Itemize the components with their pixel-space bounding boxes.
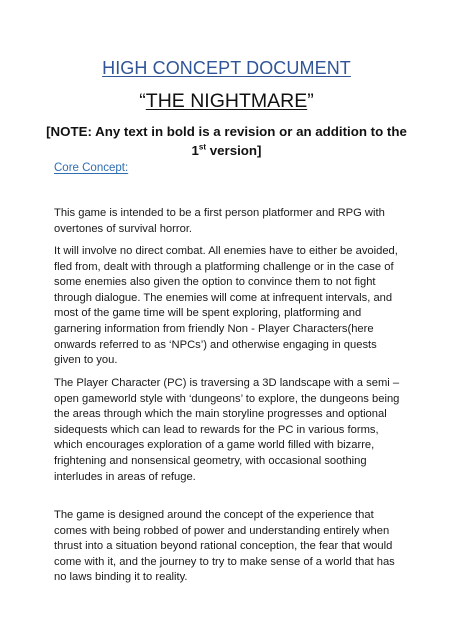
paragraph-1: This game is intended to be a first person platformer and RPG with overtones of survival horror.: [54, 207, 385, 235]
revision-note-end: version]: [206, 143, 262, 158]
subtitle-close-quote: ”: [307, 90, 314, 112]
paragraph-3: The Player Character (PC) is traversing a 3D landscape with a semi – open gameworld style with ‘dungeons’ to explore, the dungeons being the areas through which the main storyline progresses and optional sidequests which can lead to rewards for the PC in various forms, which encourages exploration of a game world filled with bizarre, frightening and nonsensical geometry, with occasional soothing interludes in areas of refuge.: [54, 377, 400, 483]
revision-note-superscript: st: [198, 142, 207, 152]
revision-note: [40, 122, 413, 160]
section-heading-core-concept: Core Concept:: [54, 162, 129, 174]
paragraph-2: It will involve no direct combat. All enemies have to either be avoided, fled from, dealt with through a platforming challenge or in the case of some enemies also given the option to convince them to not fight through dialogue. The enemies will come at infrequent intervals, and most of the game time will be spent exploring, platforming and garnering information from friendly Non - Player Characters(here onwards referred to as ‘NPCs’) and otherwise engaging in quests given to you.: [54, 245, 398, 367]
paragraph-4: The game is designed around the concept of the experience that comes with being robbed of power and understanding entirely when thrust into a situation beyond rational conception, the fear that would come with it, and the journey to try to make sense of a world that has no laws binding it to reality.: [54, 509, 395, 584]
document-title: HIGH CONCEPT DOCUMENT: [102, 58, 351, 78]
subtitle-text: THE NIGHTMARE: [145, 90, 308, 112]
revision-note-text: [NOTE: Any text in bold is a revision or an addition to the 1: [46, 124, 407, 158]
document-subtitle: [0, 90, 453, 113]
subtitle-open-quote: “: [139, 90, 146, 112]
